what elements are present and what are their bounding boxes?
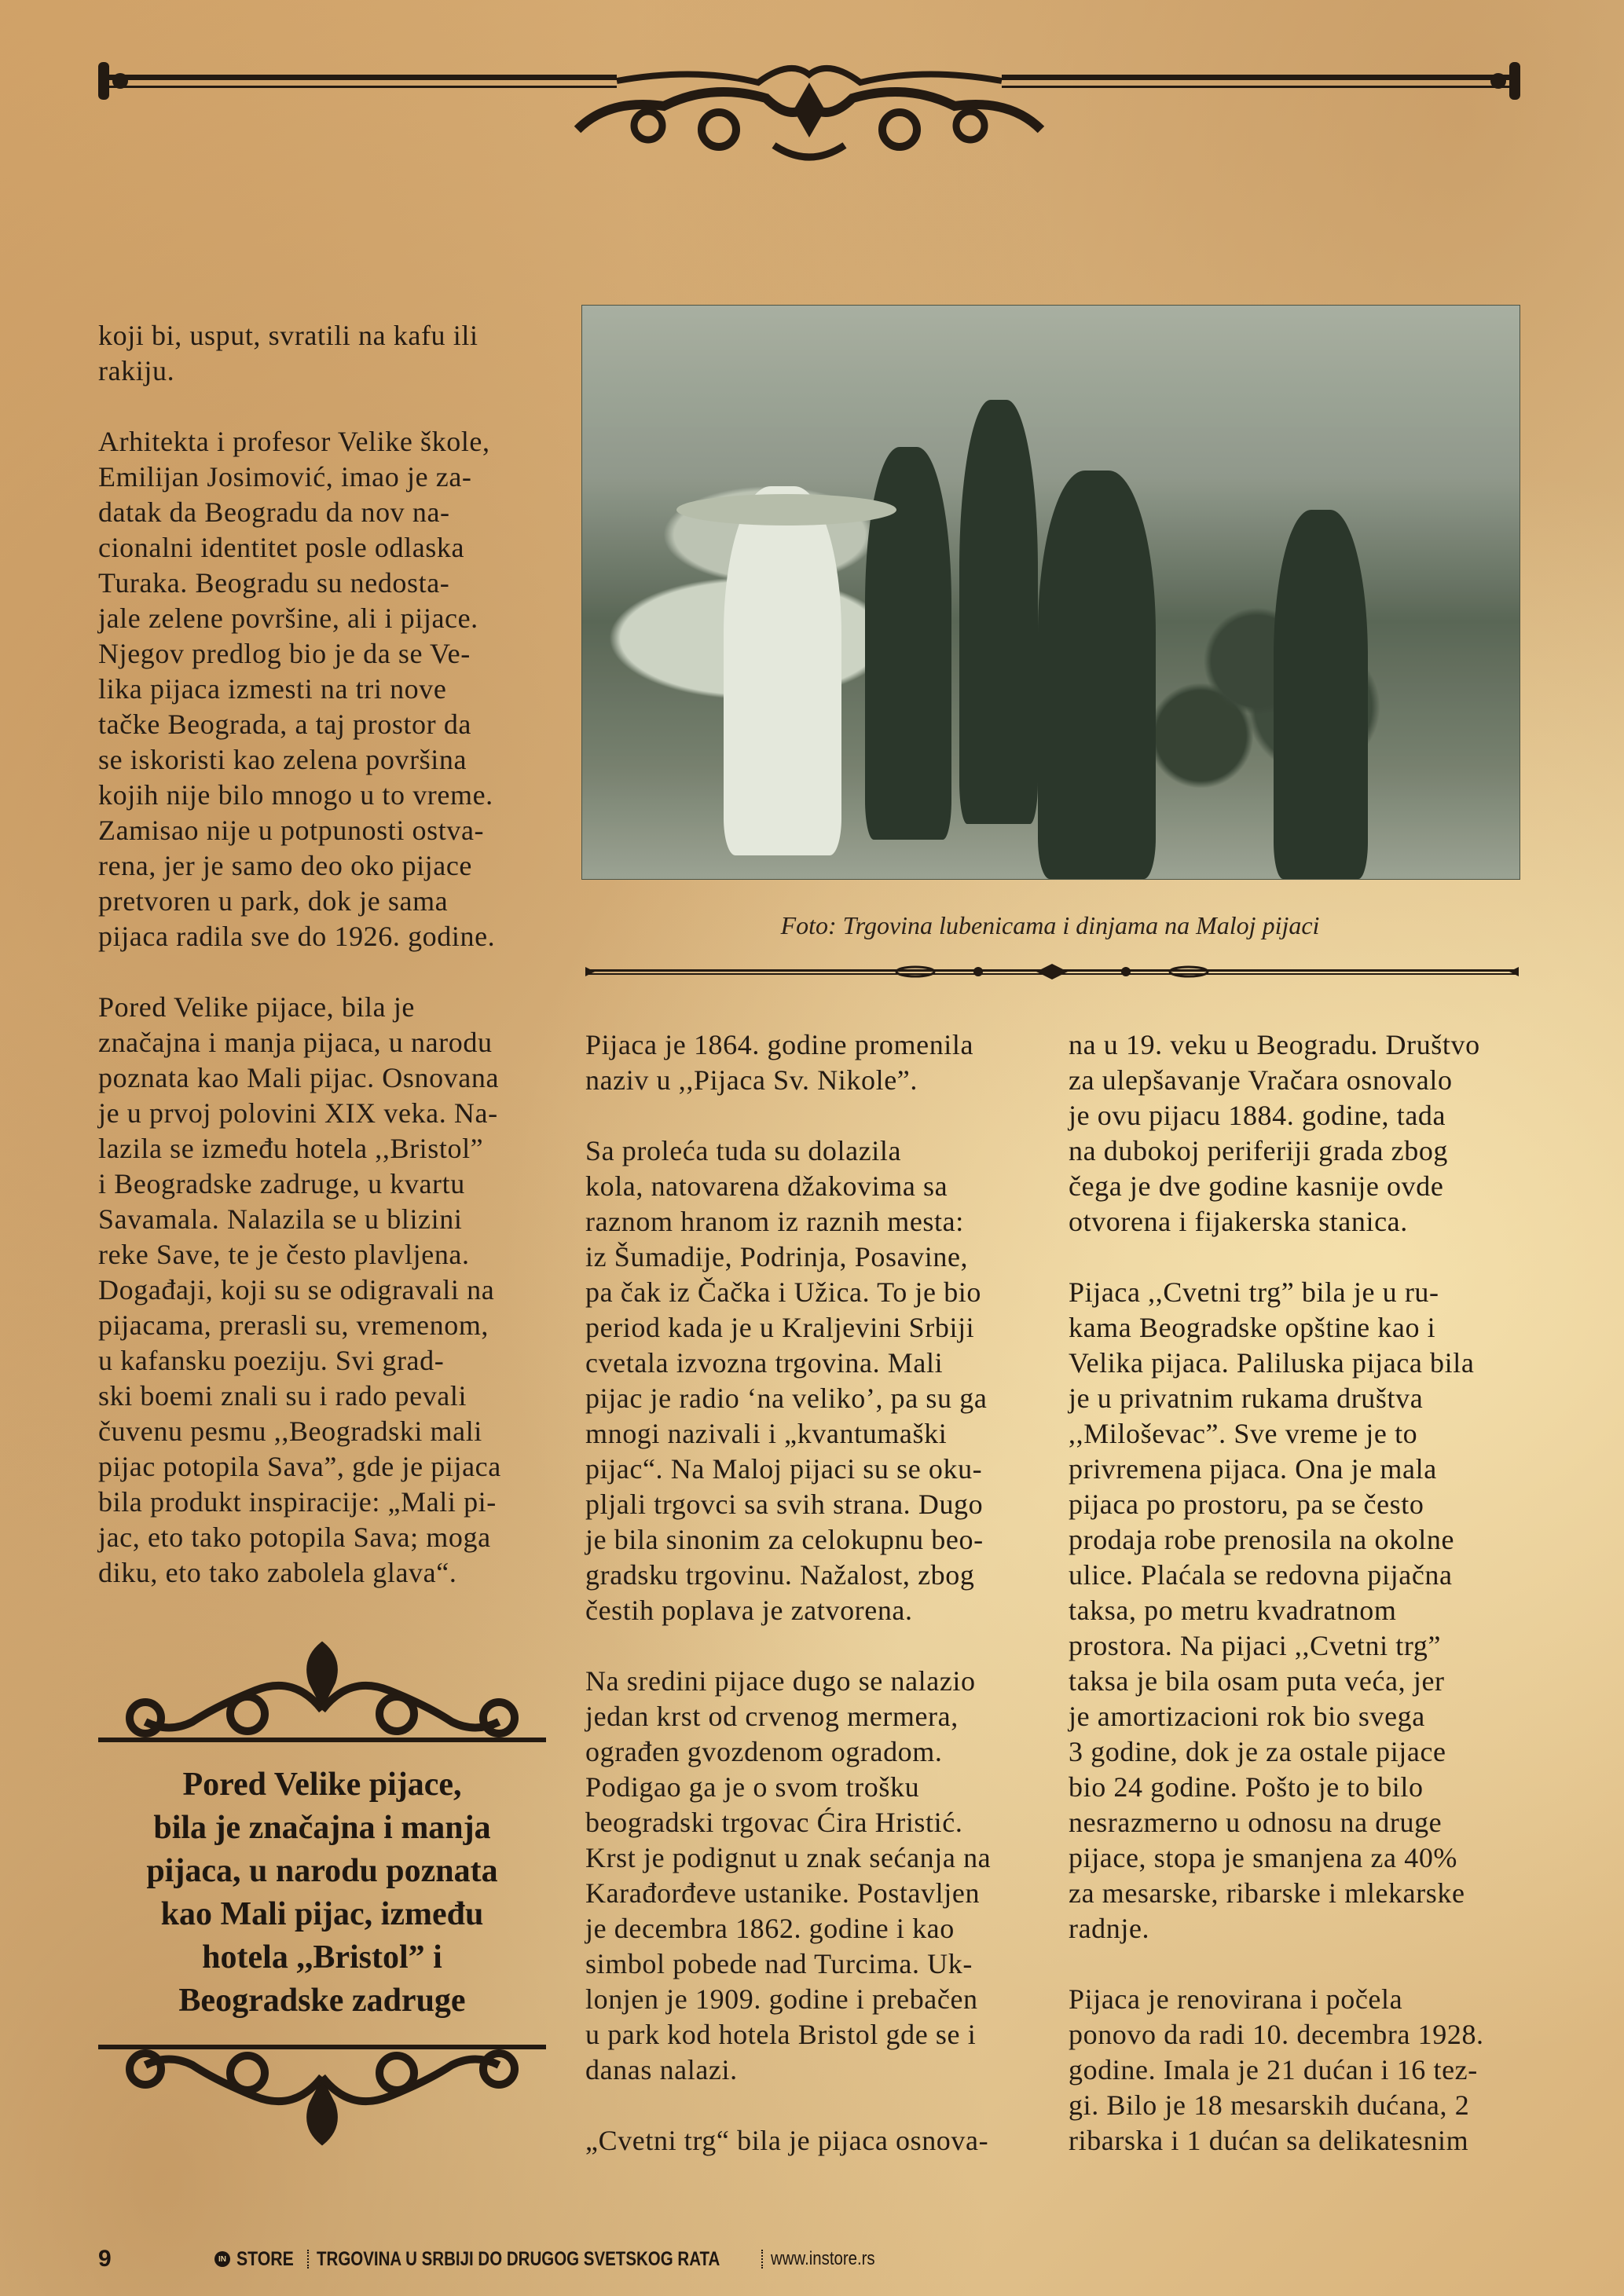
footer-section-title: TRGOVINA U SRBIJI DO DRUGOG SVETSKOG RATA bbox=[316, 2247, 720, 2270]
photo-figure bbox=[676, 494, 896, 525]
photo-figure bbox=[724, 486, 841, 855]
paragraph: Pijaca ,,Cvetni trg” bila je u ru- kama Beogradske opštine kao i Velika pijaca. Paliluska pijaca bila je u privatnim rukama društva ,,Miloševac”. Sve vreme je to privremena pijaca. Ona je mala pijaca po prostoru, pa se često prodaja robe prenosila na okolne ulice. Plaćala se redovna pijačna taksa, po metru kvadratnom prostora. Na pijaci ,,Cvetni trg” taksa je bila osam puta veća, jer je amortizacioni rok bio svega 3 godine, dok je za ostale pijace bio 24 godine. Pošto je to bilo nesrazmerno u odnosu na druge pijace, stopa je smanjena za 40% za mesarske, ribarske i mlekarske radnje. bbox=[1069, 1276, 1475, 1944]
footer-brand: STORE bbox=[236, 2247, 294, 2270]
caption-divider bbox=[585, 962, 1519, 981]
paragraph: Sa proleća tuda su dolazila kola, natovarena džakovima sa raznom hranom iz raznih mesta: iz Šumadije, Podrinja, Posavine, pa čak iz Čačka i Užica. To je bio period kada je u Kraljevini Srbiji cvetala izvozna trgovina. Mali pijac je radio ‘na veliko’, pa su ga mnogi nazivali i „kvantumaški pijac“. Na Maloj pijaci su se oku- pljali trgovci sa svih strana. Dugo je bila sinonim za celokupnu beo- gradsku trgovinu. Nažalost, zbog čestih poplava je zatvorena. bbox=[585, 1135, 988, 1626]
page-number: 9 bbox=[98, 2246, 112, 2272]
footer-separator bbox=[761, 2250, 763, 2269]
paragraph: Pijaca je 1864. godine promenila naziv u ,,Pijaca Sv. Nikole”. bbox=[585, 1029, 974, 1096]
paragraph: na u 19. veku u Beogradu. Društvo za ulepšavanje Vračara osnovalo je ovu pijacu 1884. godine, tada na dubokoj periferiji grada zbog čega je dve godine kasnije ovde otvorena i fijakerska stanica. bbox=[1069, 1029, 1480, 1237]
footer-separator bbox=[307, 2250, 309, 2269]
photo-caption: Foto: Trgovina lubenicama i dinjama na Maloj pijaci bbox=[780, 911, 1320, 939]
photo-figure bbox=[1038, 471, 1156, 879]
paragraph: Pored Velike pijace, bila je značajna i manja pijaca, u narodu poznata kao Mali pijac. Osnovana je u prvoj polovini XIX veka. Na- lazila se između hotela ,,Bristol” i Beogradske zadruge, u kvartu Savamala. Nalazila se u blizini reke Save, te je često plavljena. Događaji, koji su se odigravali na pijacama, prerasli su, vremenom, u kafansku poeziju. Svi grad- ski boemi znali su i rado pevali čuvenu pesmu ,,Beogradski mali pijac potopila Sava”, gde je pijaca bila produkt inspiracije: „Mali pi- jac, eto tako potopila Sava; moga diku, eto tako zabolela glava“. bbox=[98, 991, 501, 1588]
pull-quote-ornament-top bbox=[98, 1635, 546, 1747]
historic-market-photo bbox=[581, 305, 1520, 880]
pull-quote-ornament-bottom bbox=[98, 2040, 546, 2151]
column-right bbox=[1069, 1027, 1532, 2194]
page-footer bbox=[98, 2245, 893, 2273]
paragraph: Pijaca je renovirana i počela ponovo da radi 10. decembra 1928. godine. Imala je 21 dućan i 16 tez- gi. Bilo je 18 mesarskih dućana, 2 ribarska i 1 dućan sa delikatesnim bbox=[1069, 1983, 1484, 2156]
column-middle bbox=[585, 1027, 1049, 2194]
photo-figure bbox=[1274, 510, 1368, 879]
column-left bbox=[98, 318, 554, 1626]
footer-url-link[interactable]: www.instore.rs bbox=[770, 2248, 875, 2269]
pull-quote: Pored Velike pijace, bila je značajna i manja pijaca, u narodu poznata kao Mali pijac, između hotela ,,Bristol” i Beogradske zadruge bbox=[146, 1767, 498, 2019]
paragraph: „Cvetni trg“ bila je pijaca osnova- bbox=[585, 2125, 989, 2156]
paragraph: koji bi, usput, svratili na kafu ili rakiju. bbox=[98, 320, 478, 386]
photo-figure bbox=[959, 400, 1038, 824]
paragraph: Arhitekta i profesor Velike škole, Emilijan Josimović, imao je za- datak da Beogradu da nov na- cionalni identitet posle odlaska Turaka. Beogradu su nedosta- jale zelene površine, ali i pijace. Njegov predlog bio je da se Ve- lika pijaca izmesti na tri nove tačke Beograda, a taj prostor da se iskoristi kao zelena površina kojih nije bilo mnogo u to vreme. Zamisao nije u potpunosti ostva- rena, jer je samo deo oko pijace pretvoren u park, dok je sama pijaca radila sve do 1926. godine. bbox=[98, 426, 496, 952]
top-ornament bbox=[98, 51, 1520, 169]
instore-logo-icon: IN bbox=[214, 2251, 230, 2267]
paragraph: Na sredini pijace dugo se nalazio jedan krst od crvenog mermera, ograđen gvozdenom ogradom. Podigao ga je o svom trošku beogradski trgovac Ćira Hristić. Krst je podignut u znak sećanja na Karađorđeve ustanike. Postavljen je decembra 1862. godine i kao simbol pobede nad Turcima. Uk- lonjen je 1909. godine i prebačen u park kod hotela Bristol gde se i danas nalazi. bbox=[585, 1665, 992, 2085]
